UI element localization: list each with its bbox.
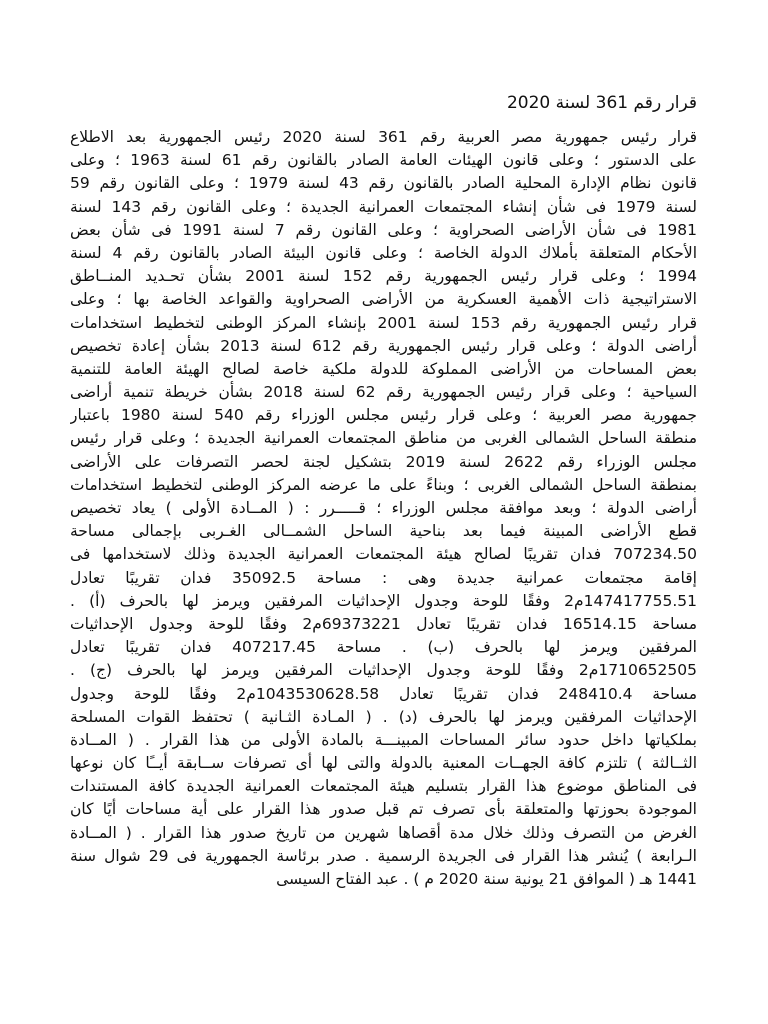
document-body xyxy=(70,126,697,891)
body-line: الإحداثيات المرفقين ويرمز لها بالحرف (د) . ( المـادة الثـانية ) تحتفظ القوات المسلحة xyxy=(70,707,697,726)
body-line: الأحكام المتعلقة بأملاك الدولة الخاصة ؛ وعلى قانون البيئة الصادر بالقانون رقم 4 لسنة xyxy=(70,243,697,262)
body-line: قرار رئيس الجمهورية رقم 153 لسنة 2001 بإنشاء المركز الوطنى لتخطيط استخدامات xyxy=(70,313,697,332)
body-line: 707234.50 فدان تقريبًا لصالح هيئة المجتمعات العمرانية الجديدة وذلك لاستخدامها فى xyxy=(70,545,697,564)
body-line: جمهورية مصر العربية ؛ وعلى قرار رئيس مجلس الوزراء رقم 540 لسنة 1980 باعتبار xyxy=(70,406,697,425)
body-line: بملكياتها داخل حدود سائر المساحات المبينـــة بالمادة الأولى من هذا القرار . ( المــادة xyxy=(70,730,697,749)
body-line: السياحية ؛ وعلى قرار رئيس الجمهورية رقم 62 لسنة 2018 بشأن خريطة تنمية أراضى xyxy=(70,383,697,402)
document-page xyxy=(70,88,697,891)
body-line: بعض المساحات من الأراضى المملوكة للدولة ملكية خاصة لصالح الهيئة العامة للتنمية xyxy=(70,359,697,378)
body-line: قانون نظام الإدارة المحلية الصادر بالقانون رقم 43 لسنة 1979 ؛ وعلى القانون رقم 59 xyxy=(70,174,697,193)
body-line: 1441 هـ ( الموافق 21 يونية سنة 2020 م ) . عبد الفتاح السيسى xyxy=(276,870,697,888)
body-line: 1710652505م2 وفقًا للوحة وجدول الإحداثيات المرفقين ويرمز لها بالحرف (ج) . xyxy=(70,661,697,680)
body-line: مساحة 16514.15 فدان تقريبًا تعادل 69373221م2 وفقًا للوحة وجدول الإحداثيات xyxy=(70,614,697,633)
body-line: إقامة مجتمعات عمرانية جديدة وهى : مساحة 35092.5 فدان تقريبًا تعادل xyxy=(70,568,697,587)
body-line: مساحة 248410.4 فدان تقريبًا تعادل 1043530628.58م2 وفقًا للوحة وجدول xyxy=(70,684,697,703)
body-line: على الدستور ؛ وعلى قانون الهيئات العامة الصادر بالقانون رقم 61 لسنة 1963 ؛ وعلى xyxy=(70,151,697,170)
body-line: المرفقين ويرمز لها بالحرف (ب) . مساحة 407217.45 فدان تقريبًا تعادل xyxy=(70,638,697,657)
document-title: قرار رقم 361 لسنة 2020 xyxy=(506,93,697,113)
body-line: الاستراتيجية ذات الأهمية العسكرية من الأراضى الصحراوية والقواعد الخاصة بها ؛ وعلى xyxy=(70,290,697,309)
body-line: قرار رئيس جمهورية مصر العربية رقم 361 لسنة 2020 رئيس الجمهورية بعد الاطلاع xyxy=(70,128,697,146)
body-line: قطع الأراضى المبينة فيما بعد بناحية الساحل الشمــالى الغـربى بإجمالى مساحة xyxy=(70,522,697,541)
body-line: مجلس الوزراء رقم 2622 لسنة 2019 بتشكيل لجنة لحصر التصرفات على الأراضى xyxy=(70,452,697,471)
body-line: أراضى الدولة ؛ وبعد موافقة مجلس الوزراء ؛ قـــــرر : ( المــادة الأولى ) يعاد تخصيص xyxy=(70,499,697,517)
body-line: 147417755.51م2 وفقًا للوحة وجدول الإحداثيات المرفقين ويرمز لها بالحرف (أ) . xyxy=(70,591,697,610)
body-line: بمنطقة الساحل الشمالى الغربى ؛ وبناءً على ما عرضه المركز الوطنى لتخطيط استخدامات xyxy=(70,475,697,494)
body-line: الـرابعة ) يُنشر هذا القرار فى الجريدة الرسمية . صدر برئاسة الجمهورية فى 29 شوال سنة xyxy=(70,846,697,865)
body-line: 1981 فى شأن الأراضى الصحراوية ؛ وعلى القانون رقم 7 لسنة 1991 فى شأن بعض xyxy=(70,220,697,239)
body-line: منطقة الساحل الشمالى الغربى من مناطق المجتمعات العمرانية الجديدة ؛ وعلى قرار رئيس xyxy=(70,429,697,448)
body-line: فى المناطق موضوع هذا القرار بتسليم هيئة المجتمعات العمرانية الجديدة كافة المستندات xyxy=(70,777,697,796)
body-line: الموجودة بحوزتها والمتعلقة بأى تصرف تم قبل صدور هذا القرار على أية مساحات أيًا كان xyxy=(70,800,697,819)
body-line: أراضى الدولة ؛ وعلى قرار رئيس الجمهورية رقم 612 لسنة 2013 بشأن إعادة تخصيص xyxy=(70,336,697,355)
body-line: لسنة 1979 فى شأن إنشاء المجتمعات العمرانية الجديدة ؛ وعلى القانون رقم 143 لسنة xyxy=(70,197,697,216)
body-line: الغرض من التصرف وذلك خلال مدة أقصاها شهرين من تاريخ صدور هذا القرار . ( المــادة xyxy=(70,823,697,842)
body-line: 1994 ؛ وعلى قرار رئيس الجمهورية رقم 152 لسنة 2001 بشأن تحـديد المنــاطق xyxy=(70,267,697,286)
body-line: الثــالثة ) تلتزم كافة الجهــات المعنية بالدولة والتى لها أى تصرفات ســابقة أيــًا كان نوعها xyxy=(70,754,697,773)
